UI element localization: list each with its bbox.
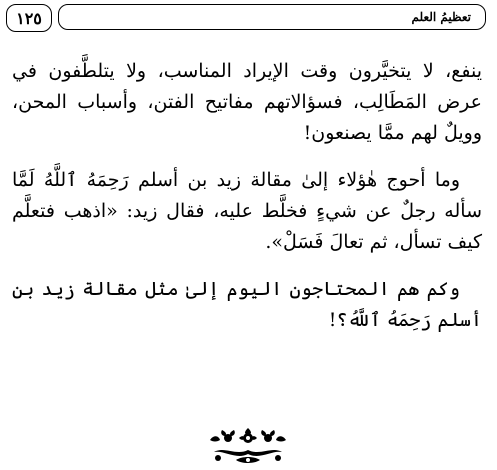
- paragraph-1: ينفع، لا يتخيَّرون وقت الإيراد المناسب، ولا يتلطَّفون في عرض المَطَالِب، فسؤالاتهم مفاتيح الفتن، وأسباب المحن، وويلٌ لهم ممَّا يصنعون!: [12, 60, 482, 144]
- page-header: [6, 4, 492, 36]
- main-text: [12, 56, 482, 352]
- paragraph-2: وما أحوج هٰؤلاء إلىٰ مقالة زيد بن أسلم رَحِمَهُ ٱللَّهُ لَمَّا سأله رجلٌ عن شيءٍ فخلَّط عليه، فقال زيد: «اذهب فتعلَّم كيف تسأل، ثم تعالَ فَسَلْ».: [12, 169, 482, 253]
- running-title-box: [58, 4, 486, 30]
- paragraph-3: وكم هم المحتاجون اليوم إلىٰ مثل مقالة زيد بن أسلم رَحِمَهُ ٱللَّهُ؟!: [12, 278, 482, 331]
- floral-ornament-icon: [206, 426, 290, 466]
- page-number: ١٢٥: [16, 8, 42, 28]
- running-title: تعظيمُ العلم: [411, 10, 471, 24]
- page-number-box: [6, 4, 52, 32]
- floral-ornament-svg: [206, 426, 290, 466]
